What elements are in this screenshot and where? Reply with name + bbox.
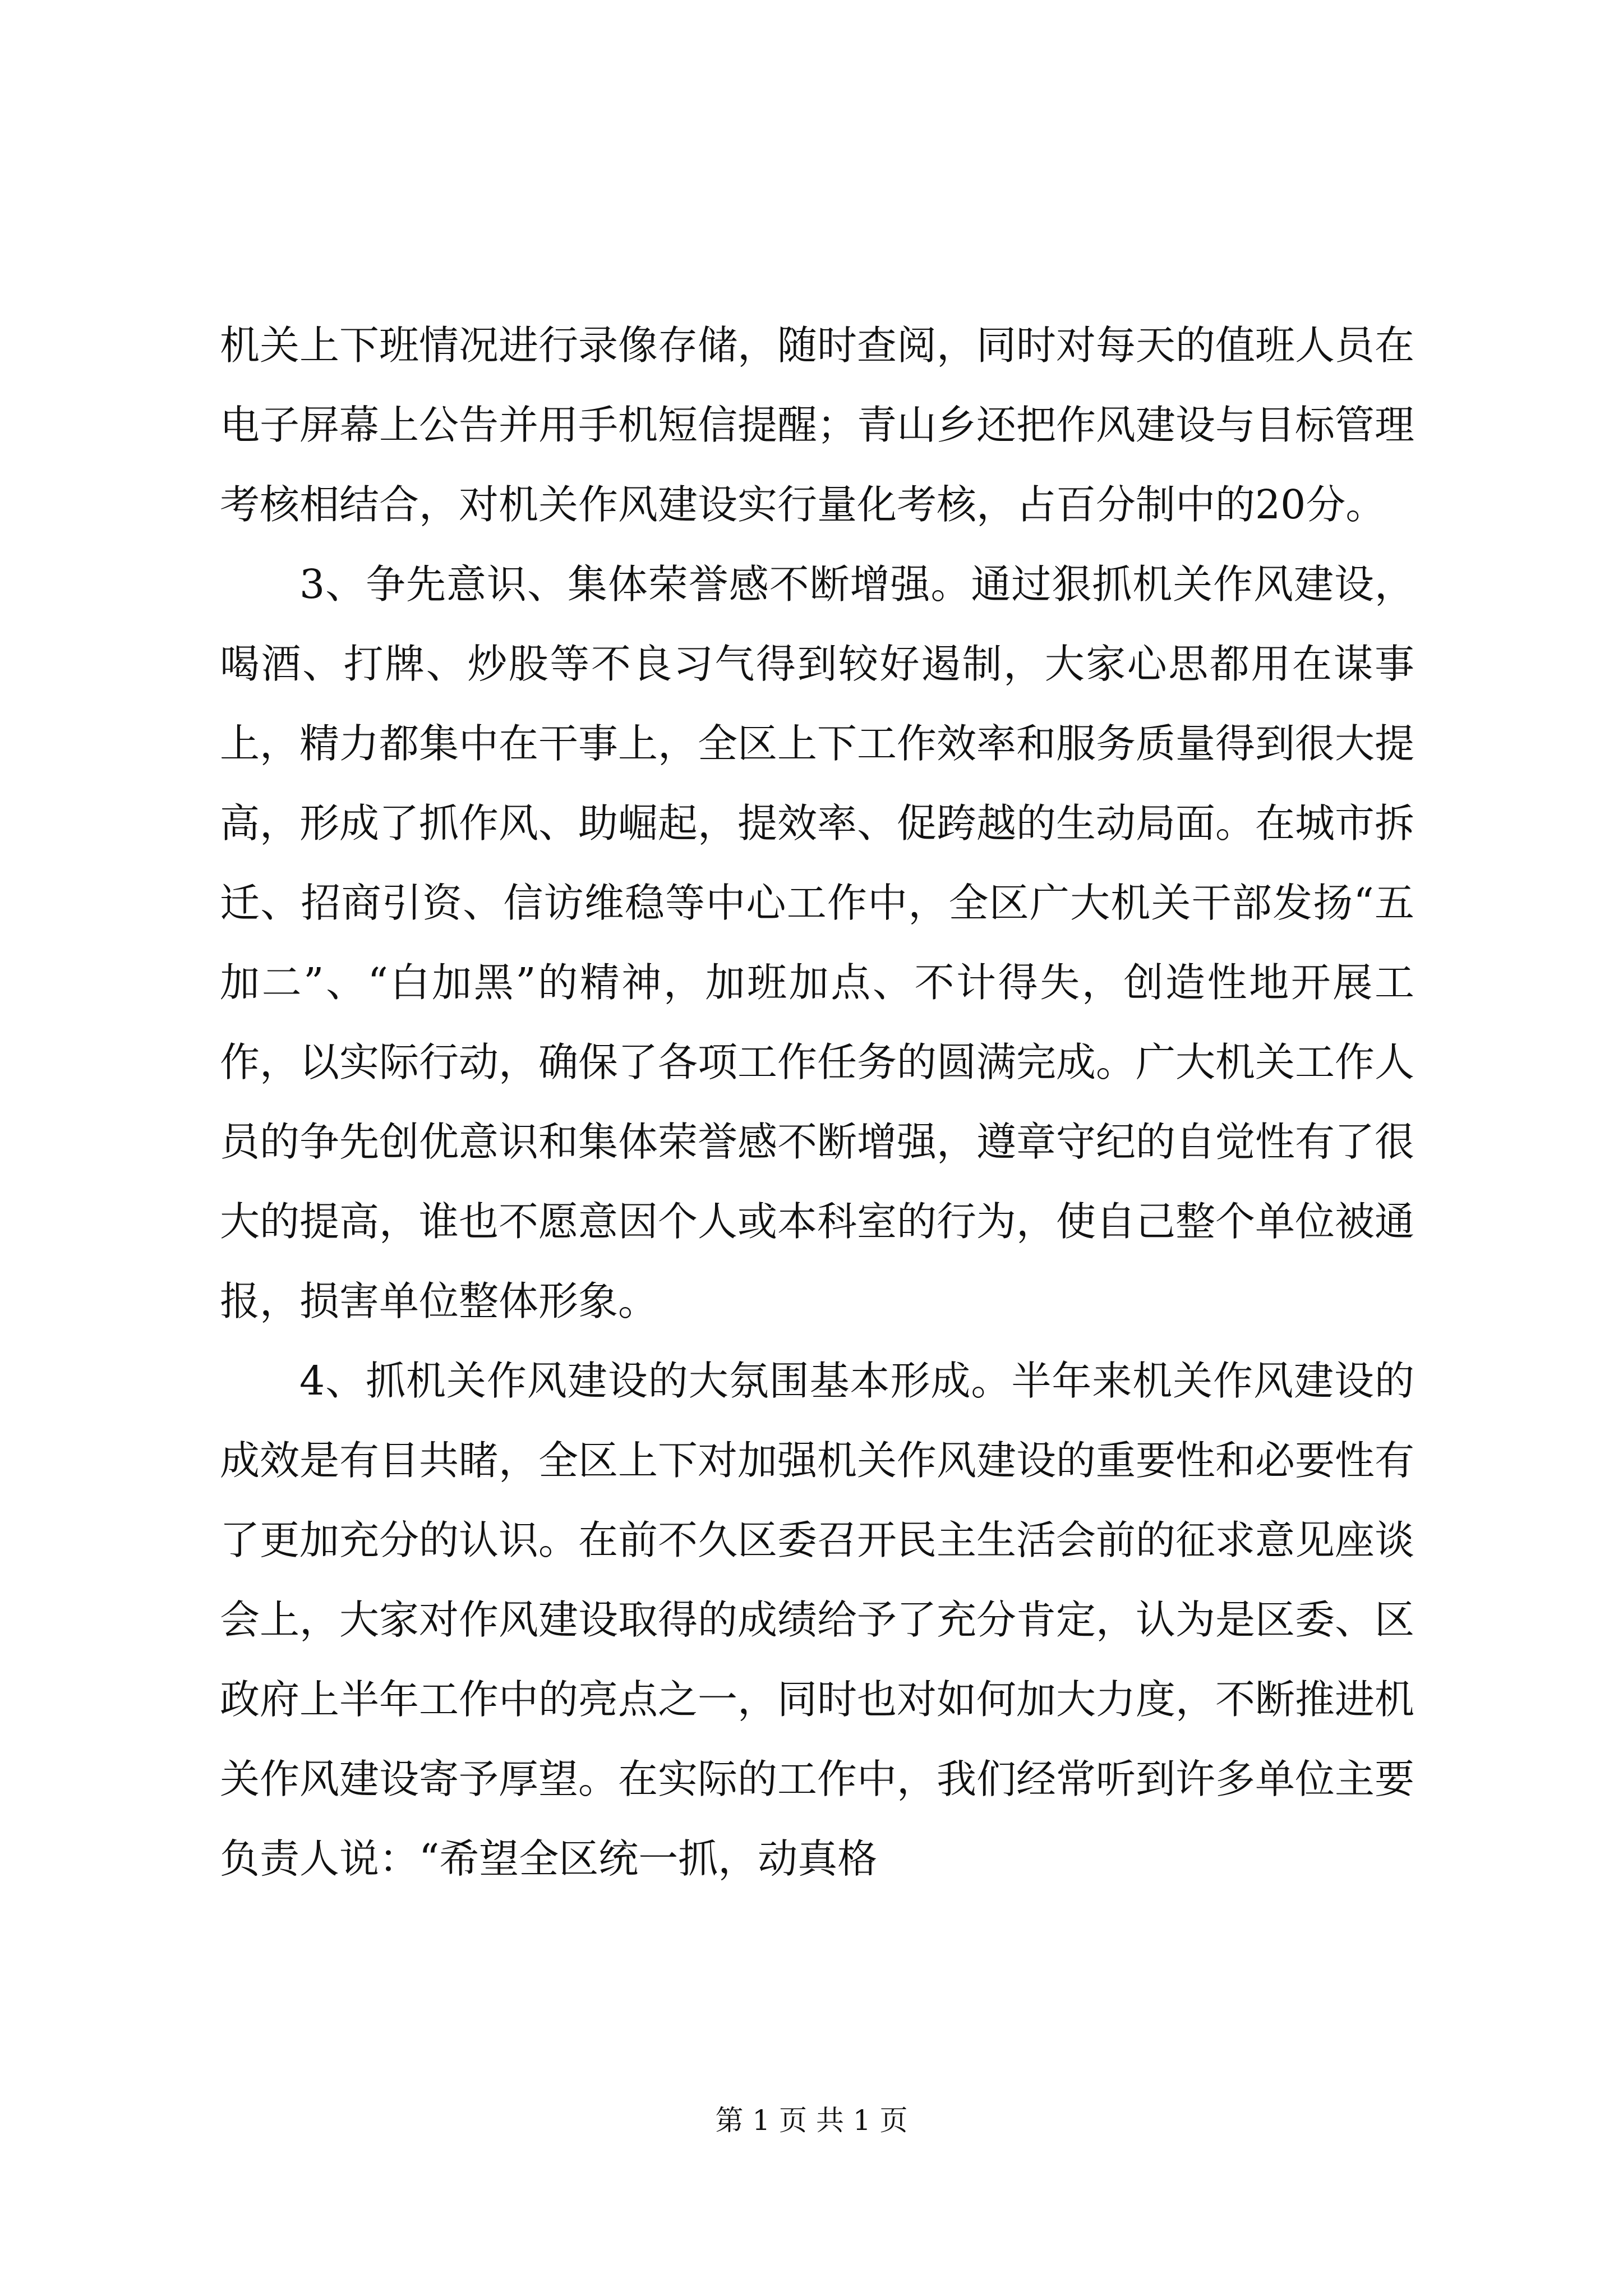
document-body <box>220 306 1414 1899</box>
paragraph-point-3: 3、争先意识、集体荣誉感不断增强。通过狠抓机关作风建设，喝酒、打牌、炒股等不良习气得到较好遏制，大家心思都用在谋事上，精力都集中在干事上，全区上下工作效率和服务质量得到很大提高，形成了抓作风、助崛起，提效率、促跨越的生动局面。在城市拆迁、招商引资、信访维稳等中心工作中，全区广大机关干部发扬“五加二”、“白加黑”的精神，加班加点、不计得失，创造性地开展工作，以实际行动，确保了各项工作任务的圆满完成。广大机关工作人员的争先创优意识和集体荣誉感不断增强，遵章守纪的自觉性有了很大的提高，谁也不愿意因个人或本科室的行为，使自己整个单位被通报，损害单位整体形象。 <box>220 561 1415 1324</box>
paragraph-point-4: 4、抓机关作风建设的大氛围基本形成。半年来机关作风建设的成效是有目共睹，全区上下对加强机关作风建设的重要性和必要性有了更加充分的认识。在前不久区委召开民主生活会前的征求意见座谈会上，大家对作风建设取得的成绩给予了充分肯定，认为是区委、区政府上半年工作中的亮点之一，同时也对如何加大力度，不断推进机关作风建设寄予厚望。在实际的工作中，我们经常听到许多单位主要负责人说：“希望全区统一抓，动真格 <box>220 1358 1415 1882</box>
page-footer: 第 1 页 共 1 页 <box>715 2104 908 2137</box>
paragraph-continuation: 机关上下班情况进行录像存储，随时查阅，同时对每天的值班人员在电子屏幕上公告并用手机短信提醒；青山乡还把作风建设与目标管理考核相结合，对机关作风建设实行量化考核，占百分制中的20分。 <box>220 322 1415 528</box>
